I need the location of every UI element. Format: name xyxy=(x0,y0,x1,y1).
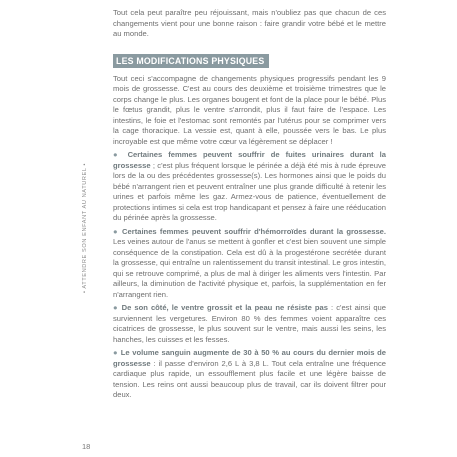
bullet-lead: De son côté, le ventre grossit et la peau ne résiste pas xyxy=(121,303,328,312)
bullet-text: : c'est ainsi que surviennent les vergetures. Environ 80 % des femmes voient apparaître ces cicatrices de grossesse, le plus souvent sur le ventre, mais aussi les seins, les hanches, les cuisses et les fesses. xyxy=(113,303,386,344)
bullet-dot-icon: ● xyxy=(113,303,122,312)
bullet-lead: Le volume sanguin augmente de 30 à 50 % au cours du dernier mois de grossesse xyxy=(113,348,387,368)
intro-paragraph: Tout cela peut paraître peu réjouissant, mais n'oubliez pas que chacun de ces changements vient pour une bonne raison : faire grandir votre bébé et le mettre au monde. xyxy=(113,8,386,38)
section-body: Tout ceci s'accompagne de changements physiques progressifs pendant les 9 mois de grossesse. C'est au cours des deuxième et troisième trimestres que le corps change le plus. Les organes bougent et font de la place pour le bébé. Plus le fœtus grandit, plus le ventre s'arrondit, plus il faut faire de l'espace. Les intestins, le foie et l'estomac sont remontés par l'utérus pour se comprimer vers la cage thoracique. La vessie est, quant à elle, poussée vers le bas. Le plus incroyable est que même votre cœur va légèrement se déplacer ! xyxy=(113,73,386,146)
bullet-lead: Certaines femmes peuvent souffrir de fuites urinaires durant la grossesse xyxy=(113,150,387,170)
bullet-blood-volume xyxy=(113,348,386,401)
bullet-dot-icon: ● xyxy=(113,348,121,357)
bullet-dot-icon: ● xyxy=(113,226,123,236)
section-heading: LES MODIFICATIONS PHYSIQUES xyxy=(113,54,269,68)
bullet-hemorrhoids xyxy=(113,227,386,301)
bullet-urinary xyxy=(113,150,386,224)
page-number: 18 xyxy=(82,442,91,451)
bullet-text: ; c'est plus fréquent lorsque le périnée a déjà été mis à rude épreuve lors de la ou des précédentes grossesse(s). Les hormones ainsi que le poids du bébé n'arrangent rien et peuvent entraîner une plus grande difficulté à retenir les urines et parfois même les gaz. Armez-vous de patience, éventuellement de protections intimes si cela est trop handicapant et pensez à faire une rééducation du périnée après la grossesse. xyxy=(113,160,386,222)
bullet-lead: Certaines femmes peuvent souffrir d'hémorroïdes durant la grossesse. xyxy=(122,226,387,236)
side-running-title: • ATTENDRE SON ENFANT AU NATUREL • xyxy=(82,162,88,294)
page-content xyxy=(113,8,386,401)
bullet-text: Les veines autour de l'anus se mettent à gonfler et c'est bien souvent une simple conséquence de la constipation. Cela est dû à la progestérone secrétée durant la grossesse, qui entraîne un ralentissement du transit intestinal. Le gros intestin, qui se retrouve comprimé, a plus de mal à diriger les aliments vers l'intestin. Par ailleurs, la diminution de l'activité physique et, parfois, la supplémentation en fer n'arrangent rien. xyxy=(113,237,386,299)
bullet-stretch-marks xyxy=(113,303,386,345)
bullet-text: : il passe d'environ 2,6 L à 3,8 L. Tout cela entraîne une fréquence cardiaque plus rapide, un essoufflement plus facile et une légère baisse de tension. Les reins ont aussi beaucoup plus de travail, car ils doivent filtrer pour deux. xyxy=(113,358,386,399)
bullet-dot-icon: ● xyxy=(113,150,128,159)
